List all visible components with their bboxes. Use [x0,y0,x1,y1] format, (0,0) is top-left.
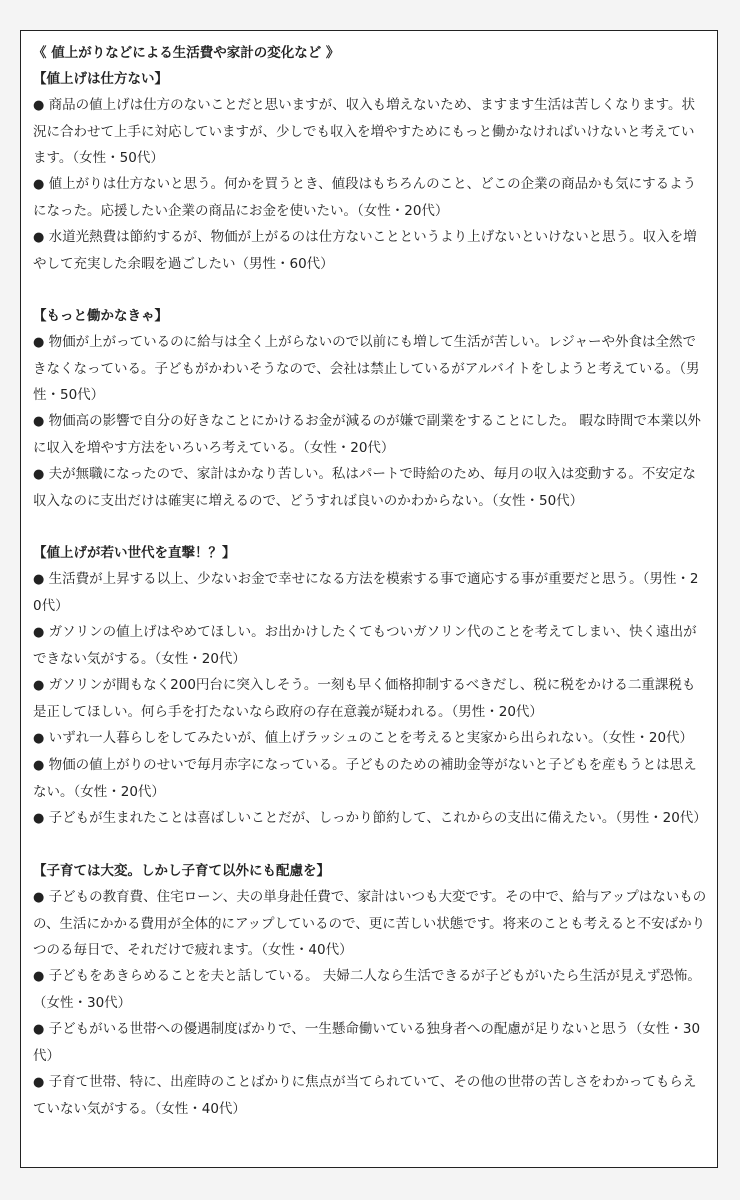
comment-section [33,303,707,514]
comment-text: 夫が無職になったので、家計はかなり苦しい。私はパートで時給のため、毎月の収入は変動する。不安定な収入なのに支出だけは確実に増えるので、どうすれば良いのかわからない。（女性・50代） [33,466,696,509]
bullet-icon: ● [33,811,45,826]
comment-section [33,540,707,832]
bullet-icon: ● [33,758,45,773]
bullet-icon: ● [33,890,45,905]
comment-text: 物価が上がっているのに給与は全く上がらないので以前にも増して生活が苦しい。レジャーや外食は全然できなくなっている。子どもがかわいそうなので、会社は禁止しているがアルバイトをしようと考えている。（男性・50代） [33,334,700,403]
bullet-icon: ● [33,467,45,482]
comment-item [33,619,707,672]
comment-item [33,92,707,171]
section-heading: 【もっと働かなきゃ】 [33,308,168,324]
comment-text: 子どもがいる世帯への優遇制度ばかりで、一生懸命働いている独身者への配慮が足りないと思う（女性・30代） [33,1021,701,1064]
comment-item [33,805,707,832]
bullet-icon: ● [33,572,45,587]
comment-item [33,461,707,514]
comment-item [33,1069,707,1122]
comment-item [33,963,707,1016]
comment-text: 物価高の影響で自分の好きなことにかけるお金が減るのが嫌で副業をすることにした。 暇な時間で本業以外に収入を増やす方法をいろいろ考えている。（女性・20代） [33,413,701,456]
comment-text: ガソリンの値上げはやめてほしい。お出かけしたくてもついガソリン代のことを考えてしまい、快く遠出ができない気がする。（女性・20代） [33,624,697,667]
bullet-icon: ● [33,414,45,429]
bullet-icon: ● [33,969,45,984]
bullet-icon: ● [33,98,45,113]
comment-item [33,329,707,408]
bullet-icon: ● [33,177,45,192]
bullet-icon: ● [33,230,45,245]
comment-text: 子どもが生まれたことは喜ばしいことだが、しっかり節約して、これからの支出に備えたい。（男性・20代） [48,810,707,826]
comment-item [33,725,707,752]
bullet-icon: ● [33,1022,45,1037]
comment-text: ガソリンが間もなく200円台に突入しそう。一刻も早く価格抑制するべきだし、税に税をかける二重課税も是正してほしい。何ら手を打たないなら政府の存在意義が疑われる。（男性・20代） [33,677,696,720]
comment-text: 物価の値上がりのせいで毎月赤字になっている。子どものための補助金等がないと子どもを産もうとは思えない。（女性・20代） [33,757,697,800]
top-strip [0,0,740,30]
section-heading: 【値上げが若い世代を直撃！？】 [33,545,236,561]
comment-text: 商品の値上げは仕方のないことだと思いますが、収入も増えないため、ますます生活は苦しくなります。状況に合わせて上手に対応していますが、少しでも収入を増やすためにもっと働かなければいけないと考えています。（女性・50代） [33,97,696,166]
bullet-icon: ● [33,335,45,350]
sections-container [33,66,707,1122]
bullet-icon: ● [33,625,45,640]
comment-text: 生活費が上昇する以上、少ないお金で幸せになる方法を模索する事で適応する事が重要だと思う。（男性・20代） [33,571,699,614]
section-heading: 【値上げは仕方ない】 [33,71,168,87]
bullet-icon: ● [33,731,45,746]
comments-box [20,30,718,1168]
comment-item [33,566,707,619]
comment-item [33,884,707,963]
comment-section [33,66,707,277]
comment-item [33,672,707,725]
comment-text: 子どもの教育費、住宅ローン、夫の単身赴任費で、家計はいつも大変です。その中で、給与アップはないものの、生活にかかる費用が全体的にアップしているので、更に苦しい状態です。将来のことも考えると不安ばかりつのる毎日で、それだけで疲れます。（女性・40代） [33,889,707,958]
comment-item [33,171,707,224]
comment-item [33,1016,707,1069]
comment-text: 子どもをあきらめることを夫と話している。 夫婦二人なら生活できるが子どもがいたら生活が見えず恐怖。（女性・30代） [33,968,701,1011]
section-heading: 【子育ては大変。しかし子育て以外にも配慮を】 [33,863,330,879]
comment-item [33,752,707,805]
comment-item [33,408,707,461]
bullet-icon: ● [33,678,45,693]
comment-section [33,858,707,1122]
comment-text: 水道光熱費は節約するが、物価が上がるのは仕方ないことというより上げないといけないと思う。収入を増やして充実した余暇を過ごしたい（男性・60代） [33,229,697,272]
bullet-icon: ● [33,1075,45,1090]
comment-item [33,224,707,277]
box-title: 《 値上がりなどによる生活費や家計の変化など 》 [33,45,340,61]
comment-text: 値上がりは仕方ないと思う。何かを買うとき、値段はもちろんのこと、どこの企業の商品かも気にするようになった。応援したい企業の商品にお金を使いたい。（女性・20代） [33,176,697,219]
comment-text: いずれ一人暮らしをしてみたいが、値上げラッシュのことを考えると実家から出られない。（女性・20代） [48,730,694,746]
comment-text: 子育て世帯、特に、出産時のことばかりに焦点が当てられていて、その他の世帯の苦しさをわかってもらえていない気がする。（女性・40代） [33,1074,697,1117]
